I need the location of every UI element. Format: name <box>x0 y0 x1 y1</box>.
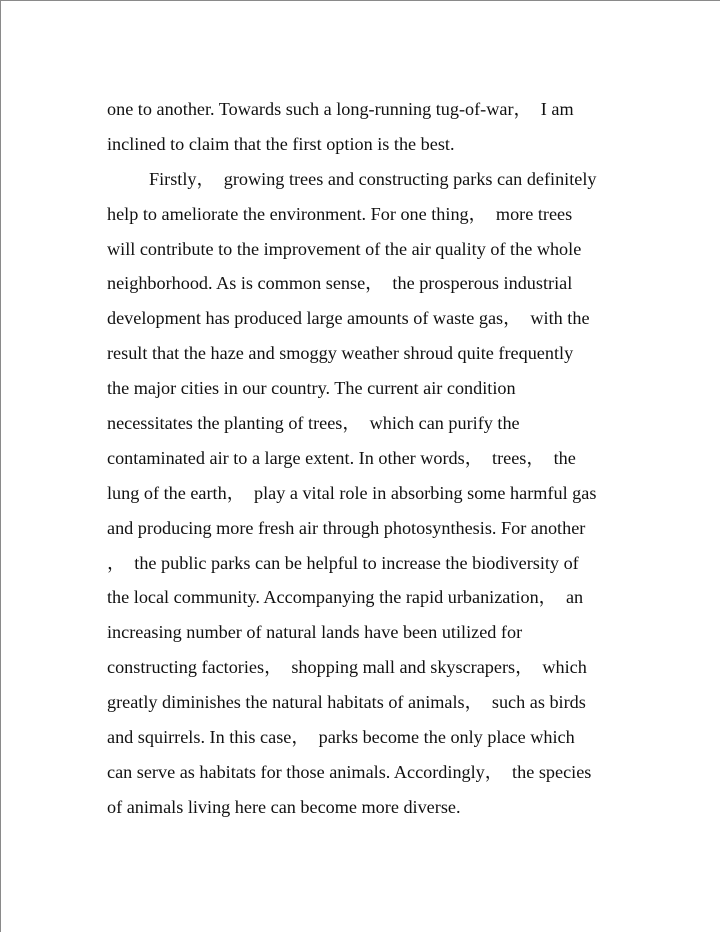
text-line: necessitates the planting of trees， which can purify the <box>107 413 520 434</box>
text-line: and producing more fresh air through photosynthesis. For another <box>107 517 586 538</box>
text-line: result that the haze and smoggy weather shroud quite frequently <box>107 343 574 364</box>
text-line: constructing factories， shopping mall and skyscrapers， which <box>107 657 587 678</box>
text-line: neighborhood. As is common sense， the prosperous industrial <box>107 273 573 294</box>
text-line: inclined to claim that the first option is the best. <box>107 133 455 154</box>
text-line: the major cities in our country. The current air condition <box>107 378 516 399</box>
text-line: greatly diminishes the natural habitats of animals， such as birds <box>107 692 586 713</box>
text-line: development has produced large amounts of waste gas， with the <box>107 308 590 329</box>
text-line: will contribute to the improvement of the air quality of the whole <box>107 238 582 259</box>
text-line: lung of the earth， play a vital role in absorbing some harmful gas <box>107 482 597 503</box>
text-line: of animals living here can become more diverse. <box>107 796 461 817</box>
text-line: ， the public parks can be helpful to increase the biodiversity of <box>107 552 579 573</box>
paragraph-start-line: Firstly， growing trees and constructing parks can definitely <box>149 168 597 189</box>
text-line: contaminated air to a large extent. In other words， trees， the <box>107 447 576 468</box>
text-line: can serve as habitats for those animals. Accordingly， the species <box>107 761 592 782</box>
text-line: one to another. Towards such a long-running tug-of-war， I am <box>107 99 574 119</box>
text-line: help to ameliorate the environment. For one thing， more trees <box>107 203 573 224</box>
text-line: increasing number of natural lands have been utilized for <box>107 622 523 643</box>
essay-body <box>107 92 627 825</box>
text-line: the local community. Accompanying the rapid urbanization， an <box>107 587 584 608</box>
text-line: and squirrels. In this case， parks become the only place which <box>107 727 575 748</box>
